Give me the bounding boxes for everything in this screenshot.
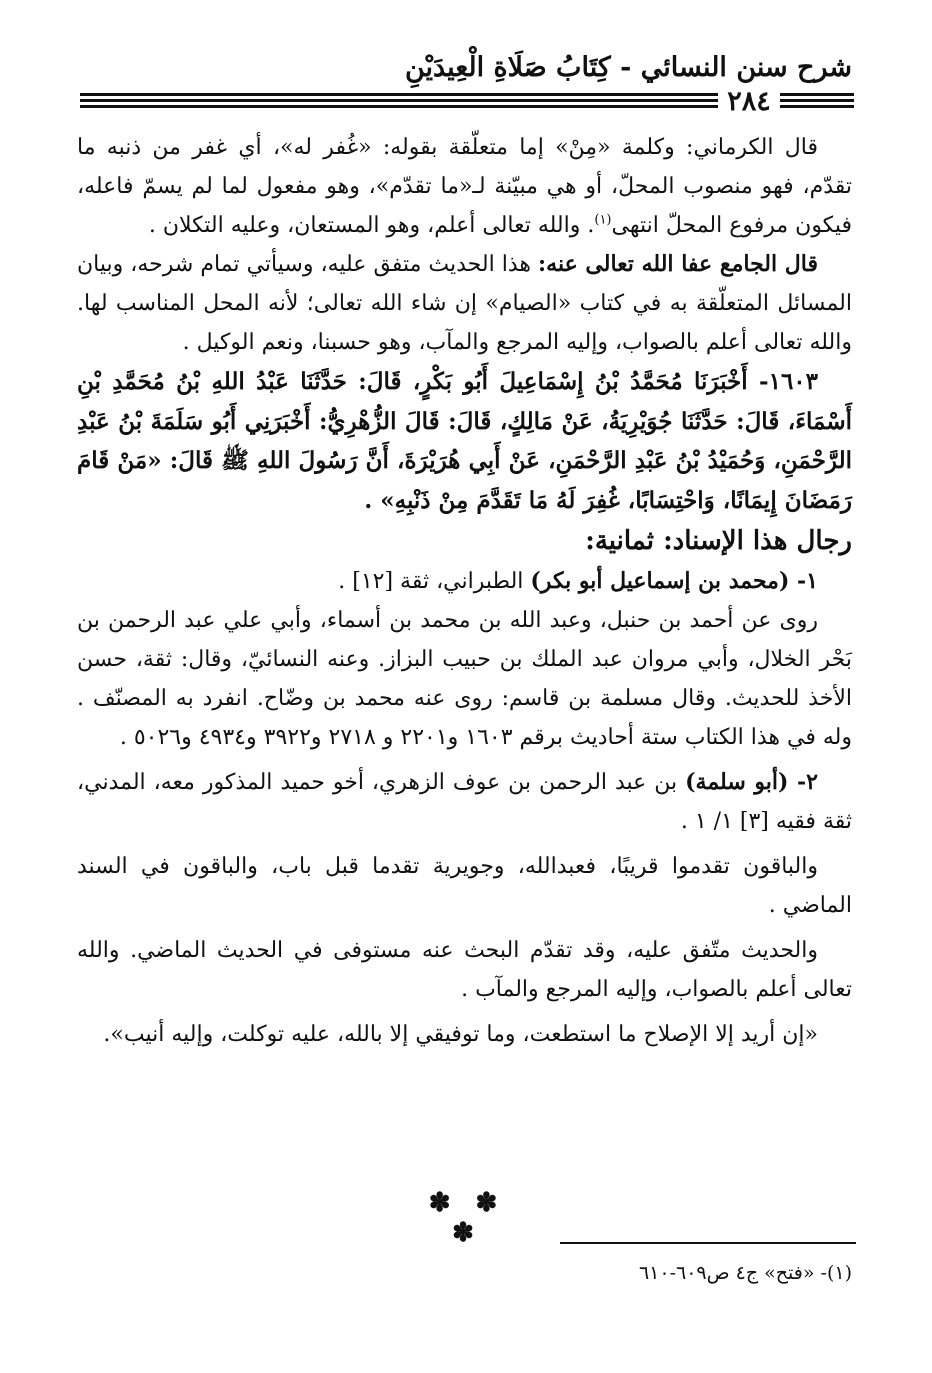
- section-separator: ✽ ✽ ✽: [428, 1188, 506, 1248]
- footnote-reference: (١): [594, 212, 612, 228]
- footnote: [352, 1262, 852, 1284]
- narrator-1-grade: الطبراني، ثقة [١٢] .: [338, 569, 531, 594]
- narrator-2: [77, 763, 852, 841]
- footnote-rule: [560, 1242, 856, 1244]
- narrator-1: [77, 562, 852, 601]
- narrator-1-name: ١- (محمد بن إسماعيل أبو بكر): [530, 568, 818, 594]
- paragraph-kirmani-end: . والله تعالى أعلم، وهو المستعان، وعليه التكلان .: [148, 213, 595, 238]
- narrator-2-name: ٢- (أبو سلمة): [685, 769, 818, 795]
- paragraph-kirmani: [77, 128, 852, 245]
- footnote-marker: (١)-: [814, 1262, 852, 1284]
- page-number: ٢٨٤: [718, 86, 780, 117]
- footnote-text: «فتح» ج٤ ص٦٠٩-٦١٠: [638, 1262, 815, 1284]
- paragraph-kirmani-text: قال الكرماني: وكلمة «مِنْ» إما متعلّقة بقوله: «غُفر له»، أي غفر من ذنبه ما تقدّم، فهو منصوب المحلّ، أو هي مبيّنة لـ«ما تقدّم»، وهو مفعول لما لم يسمّ فاعله، فيكون مرفوع المحلّ انتهى: [77, 135, 852, 238]
- section-heading: رجال هذا الإسناد: ثمانية:: [585, 526, 852, 556]
- paragraph-conclusion: والحديث متّفق عليه، وقد تقدّم البحث عنه مستوفى في الحديث الماضي. والله تعالى أعلم بالصواب، وإليه المرجع والمآب .: [77, 938, 852, 1002]
- paragraph-compiler: [77, 245, 852, 362]
- hadith-text: ١٦٠٣- أَخْبَرَنَا مُحَمَّدُ بْنُ إِسْمَاعِيلَ أَبُو بَكْرٍ، قَالَ: حَدَّثَنَا عَبْدُ اللهِ بْنُ مُحَمَّدِ بْنِ أَسْمَاءَ، قَالَ: حَدَّثَنَا جُوَيْرِيَةُ، عَنْ مَالِكٍ، قَالَ: قَالَ الزُّهْرِيُّ: أَخْبَرَنِي أَبُو سَلَمَةَ بْنُ عَبْدِ الرَّحْمَنِ، وَحُمَيْدُ بْنُ عَبْدِ الرَّحْمَنِ، عَنْ أَبِي هُرَيْرَةَ، أَنَّ رَسُولَ اللهِ ﷺ قَالَ: «مَنْ قَامَ رَمَضَانَ إِيمَانًا، وَاحْتِسَابًا، غُفِرَ لَهُ مَا تَقَدَّمَ مِنْ ذَنْبِهِ» .: [77, 368, 852, 514]
- paragraph-remaining: والباقون تقدموا قريبًا، فعبدالله، وجويرية تقدما قبل باب، والباقون في السند الماضي .: [77, 854, 852, 918]
- closing-quote: «إن أريد إلا الإصلاح ما استطعت، وما توفيقي إلا بالله، عليه توكلت، وإليه أنيب».: [103, 1022, 818, 1047]
- narrator-1-details: روى عن أحمد بن حنبل، وعبد الله بن محمد بن أسماء، وأبي علي عبد الرحمن بن بَحْر الخلال، وأبي مروان عبد الملك بن حبيب البزاز. وعنه النسائيّ، وقال: ثقة، حسن الأخذ للحديث. وقال مسلمة بن قاسم: روى عنه محمد بن وضّاح. انفرد به المصنّف . وله في هذا الكتاب ستة أحاديث برقم ١٦٠٣ و٢٢٠١ و ٢٧١٨ و٣٩٢٢ و٤٩٣٤ و٥٠٢٦ .: [77, 608, 852, 750]
- main-text: [77, 128, 852, 1054]
- narrator-2-details: بن عبد الرحمن بن عوف الزهري، أخو حميد المذكور معه، المدني، ثقة فقيه [٣] ١/ ١ .: [77, 770, 852, 834]
- running-title: شرح سنن النسائي - كِتَابُ صَلَاةِ الْعِيدَيْنِ: [404, 52, 852, 83]
- compiler-lead: قال الجامع عفا الله تعالى عنه:: [538, 251, 818, 277]
- compiler-text: هذا الحديث متفق عليه، وسيأتي تمام شرحه، وبيان المسائل المتعلّقة به في كتاب «الصيام» إن شاء الله تعالى؛ لأنه المحل المناسب لها. والله تعالى أعلم بالصواب، وإليه المرجع والمآب، وهو حسبنا، ونعم الوكيل .: [77, 252, 852, 355]
